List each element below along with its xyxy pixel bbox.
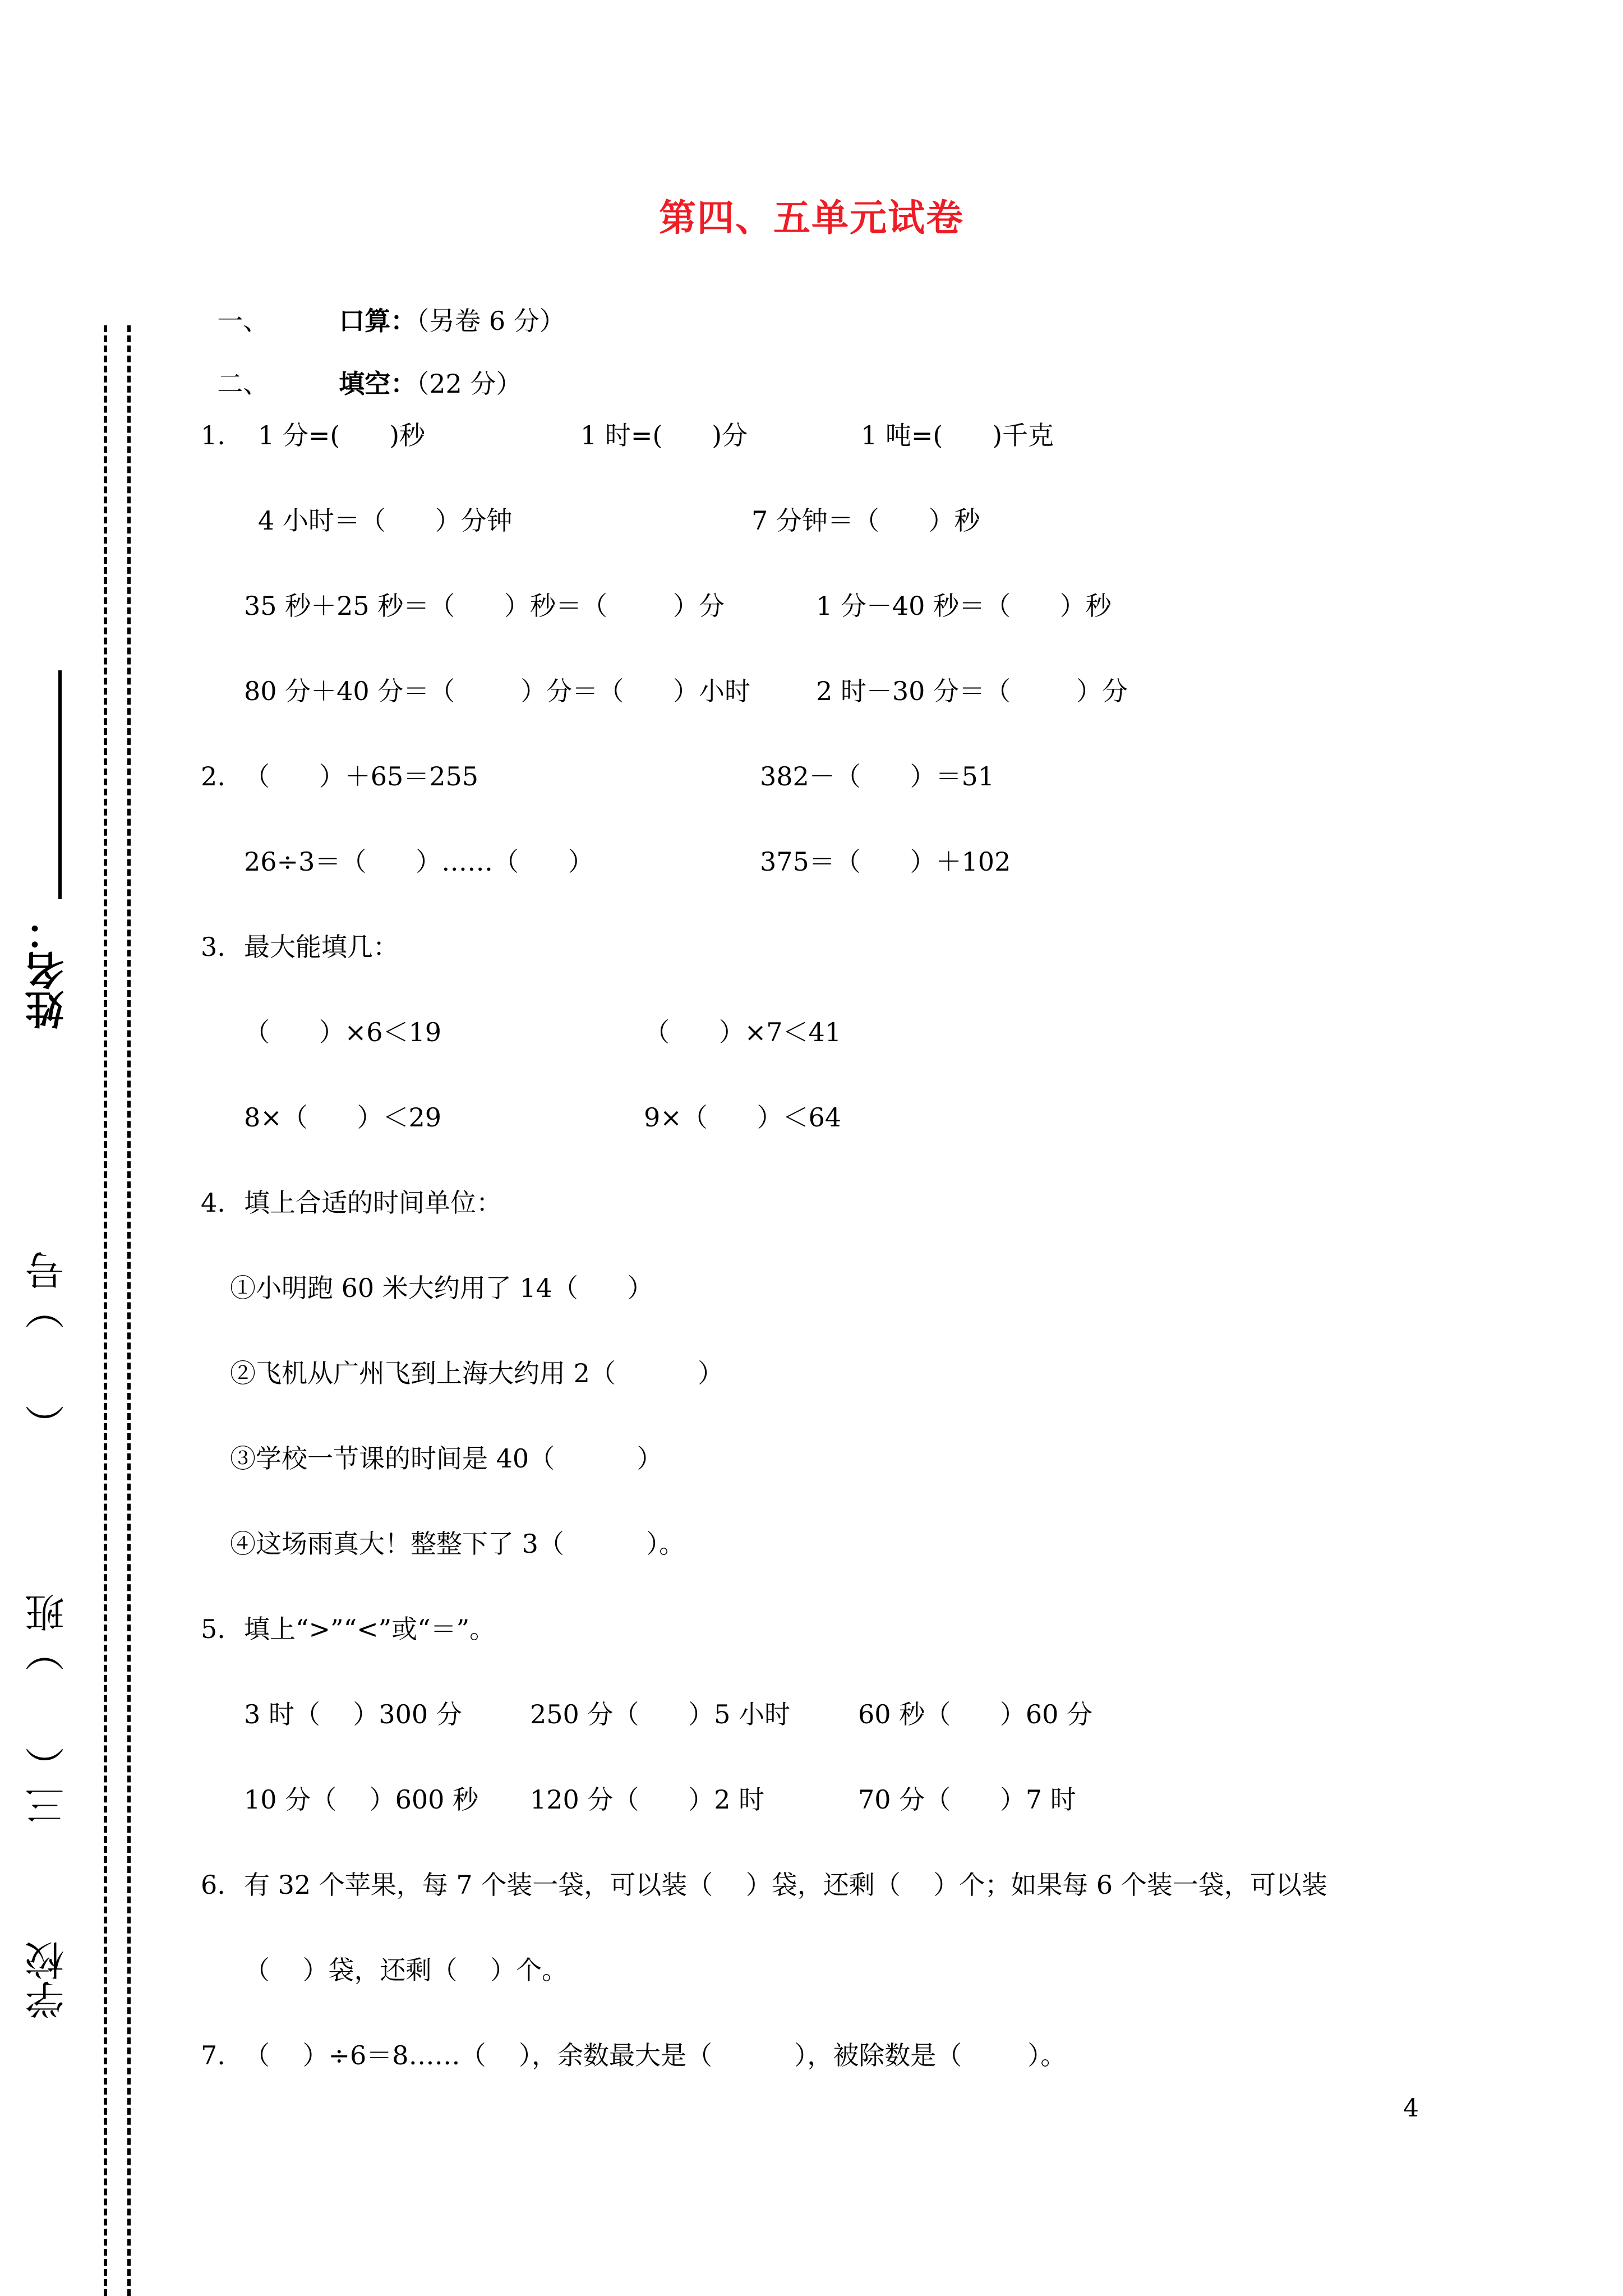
binding-name-label: 姓名： [24, 912, 71, 1029]
question-number: 6. [201, 1870, 225, 1900]
page-number: 4 [1403, 2094, 1419, 2123]
q3-item: （ ）×7＜41 [644, 1017, 842, 1047]
q4-item: ①小明跑 60 米大约用了 14（ ） [230, 1273, 653, 1303]
question-text: 填上“>”“<”或“＝”。 [244, 1614, 496, 1644]
q3-item: 8×（ ）＜29 [244, 1102, 442, 1133]
q1-item: 2 时－30 分＝（ ）分 [816, 676, 1128, 706]
q1-item: 4 小时＝（ ）分钟 [258, 505, 513, 536]
binding-name-underline [58, 670, 62, 899]
question-text: （ ）÷6＝8……（ ），余数最大是（ ），被除数是（ ）。 [244, 2040, 1067, 2070]
section-title: 填空： [339, 369, 417, 399]
q4-item: ④这场雨真大！整整下了 3（ ）。 [230, 1529, 685, 1559]
q4-item: ③学校一节课的时间是 40（ ） [230, 1443, 663, 1474]
q3-item: 9×（ ）＜64 [644, 1102, 842, 1133]
section-1 [201, 282, 565, 334]
page-title: 第四、五单元试卷 [659, 196, 964, 240]
q1-item: 1 分－40 秒＝（ ）秒 [816, 591, 1112, 621]
question-number: 4. [201, 1188, 225, 1218]
section-number: 一、 [217, 306, 269, 336]
q5-item: 250 分（ ）5 小时 [530, 1699, 791, 1729]
q2-item: 382－（ ）＝51 [760, 761, 995, 792]
q1-item: 1 分=( )秒 [258, 420, 426, 450]
q4-item: ②飞机从广州飞到上海大约用 2（ ） [230, 1358, 724, 1388]
q1-item: 35 秒＋25 秒＝（ ）秒＝（ ）分 [244, 591, 725, 621]
question-number: 7. [201, 2040, 225, 2070]
q5-item: 10 分（ ）600 秒 [244, 1784, 479, 1815]
question-number: 3. [201, 932, 225, 962]
q3-item: （ ）×6＜19 [244, 1017, 442, 1047]
q2-item: （ ）＋65＝255 [244, 761, 479, 792]
q5-item: 120 分（ ）2 时 [530, 1784, 765, 1815]
question-number: 2. [201, 761, 225, 792]
question-number: 1. [201, 420, 225, 450]
question-text: 有 32 个苹果，每 7 个装一袋，可以装（ ）袋，还剩（ ）个；如果每 6 个装一袋，可以装 [244, 1870, 1327, 1900]
section-2 [201, 345, 522, 397]
section-note: （22 分） [416, 369, 522, 399]
binding-number-label: （ ）号 [25, 1251, 71, 1444]
section-number: 二、 [217, 369, 269, 399]
question-number: 5. [201, 1614, 225, 1644]
question-text-continued: （ ）袋，还剩（ ）个。 [244, 1955, 568, 1985]
q2-item: 26÷3＝（ ）……（ ） [244, 846, 594, 877]
binding-dashed-line-outer [104, 325, 107, 2296]
question-text: 填上合适的时间单位： [244, 1188, 502, 1218]
q2-item: 375＝（ ）＋102 [760, 846, 1011, 877]
q1-item: 7 分钟＝（ ）秒 [751, 505, 980, 536]
q5-item: 3 时（ ）300 分 [244, 1699, 462, 1729]
section-note: （另卷 6 分） [416, 306, 565, 336]
q1-item: 1 时=( )分 [580, 420, 748, 450]
q1-item: 80 分＋40 分＝（ ）分＝（ ）小时 [244, 676, 751, 706]
binding-dashed-line-inner [127, 325, 131, 2296]
binding-class-label: 三（ ）班 [25, 1593, 71, 1825]
binding-school-label: 学校 [25, 1941, 71, 2019]
q5-item: 70 分（ ）7 时 [858, 1784, 1076, 1815]
q1-item: 1 吨=( )千克 [861, 420, 1054, 450]
question-text: 最大能填几： [244, 932, 399, 962]
q5-item: 60 秒（ ）60 分 [858, 1699, 1093, 1729]
section-title: 口算： [339, 306, 417, 336]
